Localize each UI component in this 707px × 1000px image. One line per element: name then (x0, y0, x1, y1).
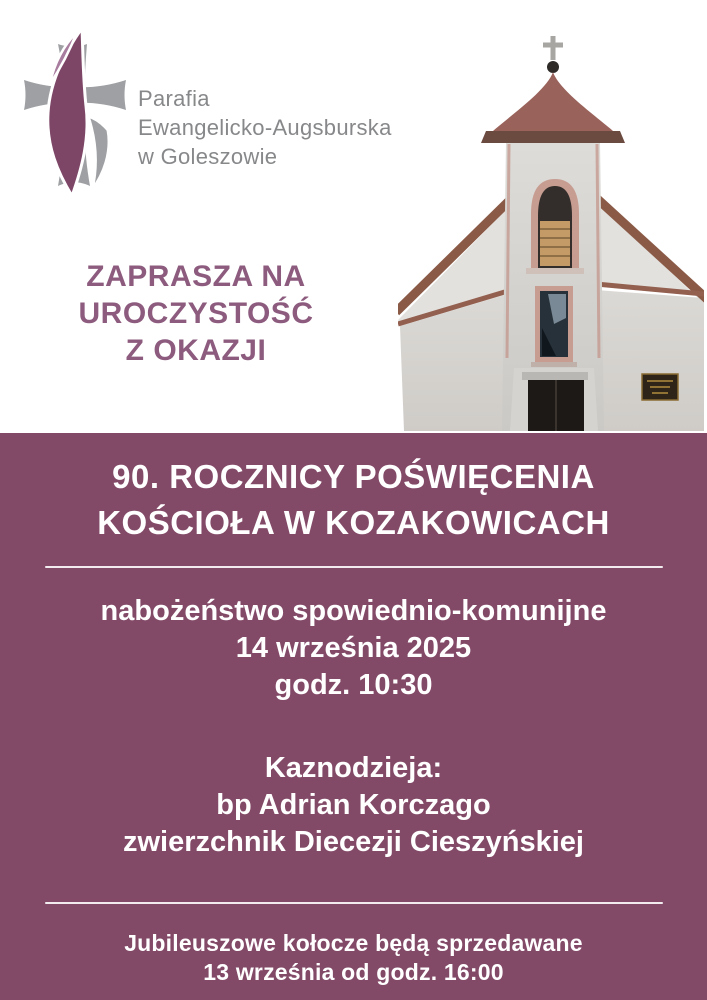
preacher-details (123, 750, 584, 861)
announcement-section (0, 433, 707, 1000)
footer-note-line: Jubileuszowe kołocze będą sprzedawane (124, 930, 583, 956)
footer-note-line: 13 września od godz. 16:00 (203, 959, 504, 985)
invitation-line: UROCZYSTOŚĆ (78, 297, 314, 330)
service-details (101, 593, 607, 704)
service-type: nabożeństwo spowiednio-komunijne (100, 595, 607, 627)
event-title-line: 90. ROCZNICY POŚWIĘCENIA (112, 458, 595, 495)
event-title-line: KOŚCIOŁA W KOZAKOWICACH (97, 504, 610, 541)
flame-icon (48, 28, 109, 196)
parish-name-line: Parafia (138, 86, 210, 111)
preacher-label: Kaznodzieja: (264, 752, 443, 784)
footer-note (124, 929, 583, 987)
preacher-name: bp Adrian Korczago (216, 789, 491, 821)
church-left-wing (398, 198, 512, 431)
invitation-line: Z OKAZJI (125, 334, 267, 367)
parish-name-line: w Goleszowie (138, 144, 278, 169)
spire-ball (547, 61, 559, 73)
service-date: 14 września 2025 (235, 632, 472, 664)
church-spire (493, 72, 613, 131)
church-photo (398, 28, 704, 433)
service-time: godz. 10:30 (274, 669, 433, 701)
church-plaque (642, 374, 678, 400)
parish-name (138, 84, 392, 171)
invitation-line: ZAPRASZA NA (86, 260, 306, 293)
divider (45, 566, 663, 568)
parish-name-line: Ewangelicko-Augsburska (138, 115, 392, 140)
invitation-text (0, 258, 392, 369)
cross-finial-icon (543, 36, 563, 60)
parish-logo (20, 28, 130, 213)
divider (45, 902, 663, 904)
church-entrance (510, 368, 598, 431)
tower-window (531, 286, 577, 367)
church-right-wing (592, 194, 704, 431)
event-title (97, 454, 610, 546)
preacher-title: zwierzchnik Diecezji Cieszyńskiej (123, 826, 584, 858)
belfry-window (526, 179, 584, 274)
